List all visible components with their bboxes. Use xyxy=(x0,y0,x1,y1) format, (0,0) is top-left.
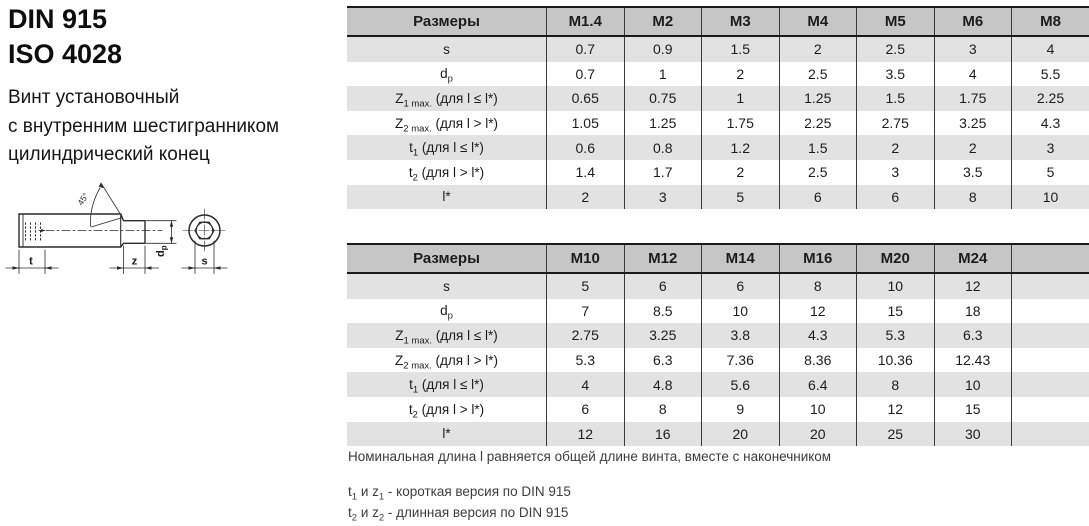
row-label: $d_p$ xyxy=(347,62,547,87)
table-row xyxy=(347,372,1089,397)
table-cell: 4 xyxy=(934,62,1012,87)
table-row xyxy=(347,135,1089,160)
table-cell: 3.5 xyxy=(934,160,1012,185)
table-row xyxy=(347,160,1089,185)
column-header: M5 xyxy=(857,7,935,36)
table-cell: 1 xyxy=(624,62,702,87)
table-cell: 1.5 xyxy=(857,86,935,111)
table-cell: 3 xyxy=(1012,135,1089,160)
table-row xyxy=(347,86,1089,111)
note-short-version: $t_1$ и $z_1$ - короткая версия по DIN 915 xyxy=(348,484,571,503)
table-cell: 12 xyxy=(547,422,625,447)
table-cell: 1.4 xyxy=(547,160,625,185)
table-cell: 3 xyxy=(857,160,935,185)
table-cell: 20 xyxy=(779,422,857,447)
table-cell: 12.43 xyxy=(934,348,1012,373)
table-cell: 3 xyxy=(624,185,702,210)
table-cell: 25 xyxy=(857,422,935,447)
table-cell: 2.75 xyxy=(857,111,935,136)
table-cell: 3 xyxy=(934,36,1012,62)
table-cell: 1 xyxy=(702,86,780,111)
table-cell: 30 xyxy=(934,422,1012,447)
socket-depth-arrow xyxy=(39,229,46,232)
table-cell xyxy=(1012,397,1089,422)
table-cell xyxy=(1012,348,1089,373)
table-cell: 10 xyxy=(934,372,1012,397)
table-cell: 10 xyxy=(779,397,857,422)
chamfer-angle-annotation xyxy=(75,183,122,228)
table-cell: 8.5 xyxy=(624,299,702,324)
table-cell: 20 xyxy=(702,422,780,447)
table-cell: 7.36 xyxy=(702,348,780,373)
table-cell: 1.5 xyxy=(779,135,857,160)
table-cell: 12 xyxy=(934,273,1012,299)
table-cell: 1.7 xyxy=(624,160,702,185)
set-screw-technical-drawing xyxy=(0,180,240,285)
angle-label: 45° xyxy=(75,190,91,208)
dimension-dp xyxy=(147,221,177,257)
table-cell: 1.5 xyxy=(702,36,780,62)
table-cell: 0.7 xyxy=(547,36,625,62)
row-label: $Z_{2 max.}$ (для l > l*) xyxy=(347,111,547,136)
row-label: l* xyxy=(347,422,547,447)
table-cell: 0.65 xyxy=(547,86,625,111)
table-cell: 1.75 xyxy=(934,86,1012,111)
table-cell: 7 xyxy=(547,299,625,324)
table-cell: 8 xyxy=(857,372,935,397)
table-row xyxy=(347,323,1089,348)
row-label: $Z_{2 max.}$ (для l > l*) xyxy=(347,348,547,373)
table-cell: 6.4 xyxy=(779,372,857,397)
table-cell xyxy=(1012,422,1089,447)
table-cell: 12 xyxy=(779,299,857,324)
column-header: M1.4 xyxy=(547,7,625,36)
table-cell: 0.9 xyxy=(624,36,702,62)
table-cell: 2.5 xyxy=(857,36,935,62)
table-cell: 10 xyxy=(702,299,780,324)
table-cell xyxy=(1012,273,1089,299)
note-nominal-length: Номинальная длина l равняется общей длине винта, вместе с наконечником xyxy=(348,449,832,464)
table-cell: 12 xyxy=(857,397,935,422)
row-label: s xyxy=(347,36,547,62)
column-header: M14 xyxy=(702,244,780,273)
column-header: M4 xyxy=(779,7,857,36)
table-cell: 2 xyxy=(702,160,780,185)
description-line: Винт установочный xyxy=(8,87,180,108)
column-header: M24 xyxy=(934,244,1012,273)
table-cell: 16 xyxy=(624,422,702,447)
table-cell: 6 xyxy=(624,273,702,299)
z-label: z xyxy=(131,255,138,268)
table-cell: 5.3 xyxy=(857,323,935,348)
screw-end-view xyxy=(183,209,226,252)
table-cell: 4.3 xyxy=(1012,111,1089,136)
table-cell: 2.75 xyxy=(547,323,625,348)
table-cell: 10 xyxy=(857,273,935,299)
table-cell: 4 xyxy=(547,372,625,397)
row-label: $Z_{1 max.}$ (для l ≤ l*) xyxy=(347,86,547,111)
table-cell: 6 xyxy=(857,185,935,210)
table-cell: 2.5 xyxy=(779,62,857,87)
table-cell: 2.5 xyxy=(779,160,857,185)
dimension-table-m1.4-m8 xyxy=(347,6,1089,209)
table-cell: 8 xyxy=(624,397,702,422)
column-header: M10 xyxy=(547,244,625,273)
table-cell: 6 xyxy=(702,273,780,299)
dimension-t xyxy=(6,250,58,274)
table-cell xyxy=(1012,299,1089,324)
footnotes xyxy=(348,446,831,523)
set-screw-drawing-svg xyxy=(0,180,240,285)
table-cell: 2.25 xyxy=(779,111,857,136)
table-cell: 3.8 xyxy=(702,323,780,348)
table-cell: 3.25 xyxy=(624,323,702,348)
table-cell: 1.25 xyxy=(624,111,702,136)
table-cell: 2.25 xyxy=(1012,86,1089,111)
table-cell: 1.05 xyxy=(547,111,625,136)
table-row xyxy=(347,273,1089,299)
table-cell: 5.6 xyxy=(702,372,780,397)
table-row xyxy=(347,422,1089,447)
table-header-row xyxy=(347,7,1089,36)
description-line: с внутренним шестигранником xyxy=(8,115,280,137)
column-header: M8 xyxy=(1012,7,1089,36)
column-header: M2 xyxy=(624,7,702,36)
table-cell: 10.36 xyxy=(857,348,935,373)
table-cell: 4.8 xyxy=(624,372,702,397)
table-cell: 4.3 xyxy=(779,323,857,348)
t-label: t xyxy=(29,255,33,268)
table-cell: 0.6 xyxy=(547,135,625,160)
row-label: $t_1$ (для l ≤ l*) xyxy=(347,372,547,397)
table-cell: 1.25 xyxy=(779,86,857,111)
table-row xyxy=(347,62,1089,87)
table-cell: 5.3 xyxy=(547,348,625,373)
note-long-version: $t_2$ и $z_2$ - длинная версия по DIN 915 xyxy=(348,505,569,524)
table-cell: 3.5 xyxy=(857,62,935,87)
column-header xyxy=(1012,244,1089,273)
table-cell: 1.75 xyxy=(702,111,780,136)
table-cell: 15 xyxy=(857,299,935,324)
column-header: M16 xyxy=(779,244,857,273)
table-cell: 3.25 xyxy=(934,111,1012,136)
table-cell: 8 xyxy=(934,185,1012,210)
table-cell: 18 xyxy=(934,299,1012,324)
standards-block xyxy=(8,2,122,72)
table-cell: 2 xyxy=(547,185,625,210)
dp-label: $d_p$ xyxy=(155,245,169,257)
row-label: $d_p$ xyxy=(347,299,547,324)
s-label: s xyxy=(201,255,208,268)
standard-din: DIN 915 xyxy=(8,4,108,34)
table-cell: 6 xyxy=(779,185,857,210)
table-cell: 8 xyxy=(779,273,857,299)
dimension-z xyxy=(110,246,159,274)
row-label: s xyxy=(347,273,547,299)
row-label: $Z_{1 max.}$ (для l ≤ l*) xyxy=(347,323,547,348)
row-label: $t_1$ (для l ≤ l*) xyxy=(347,135,547,160)
table-cell: 10 xyxy=(1012,185,1089,210)
dimension-table-m10-m24 xyxy=(347,243,1089,446)
table-cell: 5 xyxy=(547,273,625,299)
table-cell: 5.5 xyxy=(1012,62,1089,87)
table-row xyxy=(347,299,1089,324)
table-cell: 5 xyxy=(702,185,780,210)
table-cell: 2 xyxy=(857,135,935,160)
table-row xyxy=(347,185,1089,210)
row-label: $t_2$ (для l > l*) xyxy=(347,160,547,185)
table-cell: 8.36 xyxy=(779,348,857,373)
table-cell: 2 xyxy=(702,62,780,87)
table-row xyxy=(347,111,1089,136)
column-header: M6 xyxy=(934,7,1012,36)
product-description xyxy=(8,84,279,170)
table-cell: 1.2 xyxy=(702,135,780,160)
table-cell: 0.8 xyxy=(624,135,702,160)
table-cell: 9 xyxy=(702,397,780,422)
table-cell: 5 xyxy=(1012,160,1089,185)
table-row xyxy=(347,36,1089,62)
column-header: M3 xyxy=(702,7,780,36)
table-row xyxy=(347,348,1089,373)
row-label: $t_2$ (для l > l*) xyxy=(347,397,547,422)
table-row xyxy=(347,397,1089,422)
column-header: Размеры xyxy=(347,244,547,273)
column-header: M20 xyxy=(857,244,935,273)
table-cell: 4 xyxy=(1012,36,1089,62)
table-cell: 0.75 xyxy=(624,86,702,111)
table-cell: 6 xyxy=(547,397,625,422)
table-cell xyxy=(1012,323,1089,348)
standard-iso: ISO 4028 xyxy=(8,39,123,69)
table-header-row xyxy=(347,244,1089,273)
table-cell: 15 xyxy=(934,397,1012,422)
hex-socket-hidden-lines xyxy=(26,223,41,241)
table-cell: 6.3 xyxy=(624,348,702,373)
column-header: M12 xyxy=(624,244,702,273)
table-cell: 6.3 xyxy=(934,323,1012,348)
description-line: цилиндрический конец xyxy=(8,144,210,165)
table-cell: 2 xyxy=(934,135,1012,160)
column-header: Размеры xyxy=(347,7,547,36)
row-label: l* xyxy=(347,185,547,210)
table-cell: 0.7 xyxy=(547,62,625,87)
table-cell: 2 xyxy=(779,36,857,62)
table-cell xyxy=(1012,372,1089,397)
